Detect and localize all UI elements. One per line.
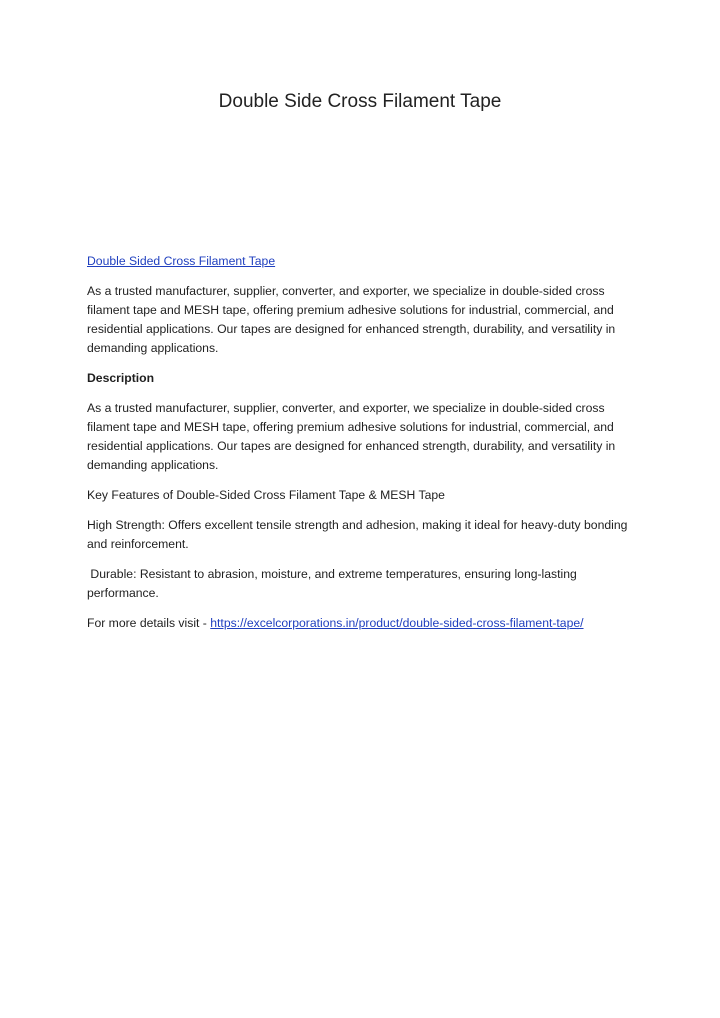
more-details-link[interactable]: https://excelcorporations.in/product/double-sided-cross-filament-tape/: [210, 616, 584, 631]
intro-paragraph: As a trusted manufacturer, supplier, converter, and exporter, we specialize in double-sided cross filament tape and MESH tape, offering premium adhesive solutions for industrial, commercial, and residential applications. Our tapes are designed for enhanced strength, durability, and versatility in demanding applications.: [87, 284, 616, 355]
more-details-paragraph: [87, 614, 635, 633]
document-body: [87, 252, 635, 645]
top-product-link[interactable]: Double Sided Cross Filament Tape: [87, 254, 276, 268]
top-link-paragraph: [87, 252, 635, 271]
more-details-label: For more details visit -: [87, 616, 211, 631]
description-heading: Description: [87, 370, 155, 385]
document-title: Double Side Cross Filament Tape: [218, 91, 502, 112]
feature-durable: Durable: Resistant to abrasion, moisture, and extreme temperatures, ensuring long-lasting performance.: [87, 567, 581, 601]
features-heading: Key Features of Double-Sided Cross Filament Tape & MESH Tape: [87, 487, 445, 502]
description-paragraph: As a trusted manufacturer, supplier, converter, and exporter, we specialize in double-sided cross filament tape and MESH tape, offering premium adhesive solutions for industrial, commercial, and residential applications. Our tapes are designed for enhanced strength, durability, and versatility in demanding applications.: [87, 401, 616, 472]
feature-high-strength: High Strength: Offers excellent tensile strength and adhesion, making it ideal for heavy-duty bonding and reinforcement.: [87, 518, 628, 552]
